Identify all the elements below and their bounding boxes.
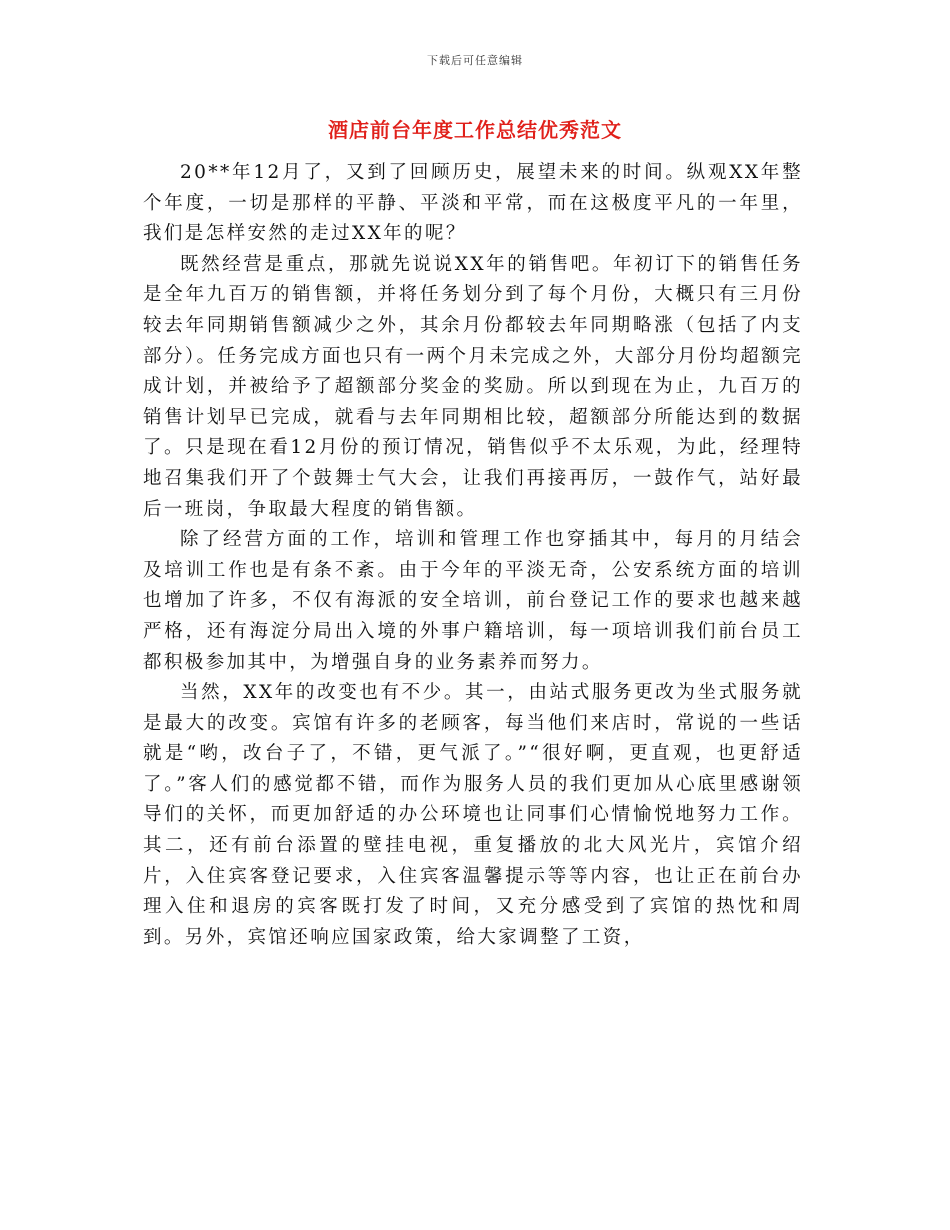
header-note: 下载后可任意编辑 — [427, 54, 523, 67]
paragraph-4: 当然，XX年的改变也有不少。其一，由站式服务更改为坐式服务就是最大的改变。宾馆有许多的老顾客，每当他们来店时，常说的一些话就是“哟，改台子了，不错，更气派了。”“很好啊，更直观，也更舒适了。”客人们的感觉都不错，而作为服务人员的我们更加从心底里感谢领导们的关怀，而更加舒适的办公环境也让同事们心情愉悦地努力工作。其二，还有前台添置的壁挂电视，重复播放的北大风光片，宾馆介绍片，入住宾客登记要求，入住宾客温馨提示等等内容，也让正在前台办理入住和退房的宾客既打发了时间，又充分感受到了宾馆的热忱和周到。另外，宾馆还响应国家政策，给大家调整了工资， — [143, 682, 803, 948]
document-title: 酒店前台年度工作总结优秀范文 — [328, 118, 622, 142]
paragraph-2: 既然经营是重点，那就先说说XX年的销售吧。年初订下的销售任务是全年九百万的销售额，并将任务划分到了每个月份，大概只有三月份较去年同期销售额减少之外，其余月份都较去年同期略涨（包括了内支部分）。任务完成方面也只有一两个月未完成之外，大部分月份均超额完成计划，并被给予了超额部分奖金的奖励。所以到现在为止，九百万的销售计划早已完成，就看与去年同期相比较，超额部分所能达到的数据了。只是现在看12月份的预订情况，销售似乎不太乐观，为此，经理特地召集我们开了个鼓舞士气大会，让我们再接再厉，一鼓作气，站好最后一班岗，争取最大程度的销售额。 — [143, 253, 803, 520]
document-body — [143, 158, 803, 953]
paragraph-3: 除了经营方面的工作，培训和管理工作也穿插其中，每月的月结会及培训工作也是有条不紊。由于今年的平淡无奇，公安系统方面的培训也增加了许多，不仅有海派的安全培训，前台登记工作的要求也越来越严格，还有海淀分局出入境的外事户籍培训，每一项培训我们前台员工都积极参加其中，为增强自身的业务素养而努力。 — [143, 529, 803, 673]
paragraph-1: 20**年12月了，又到了回顾历史，展望未来的时间。纵观XX年整个年度，一切是那样的平静、平淡和平常，而在这极度平凡的一年里，我们是怎样安然的走过XX年的呢？ — [143, 162, 803, 245]
